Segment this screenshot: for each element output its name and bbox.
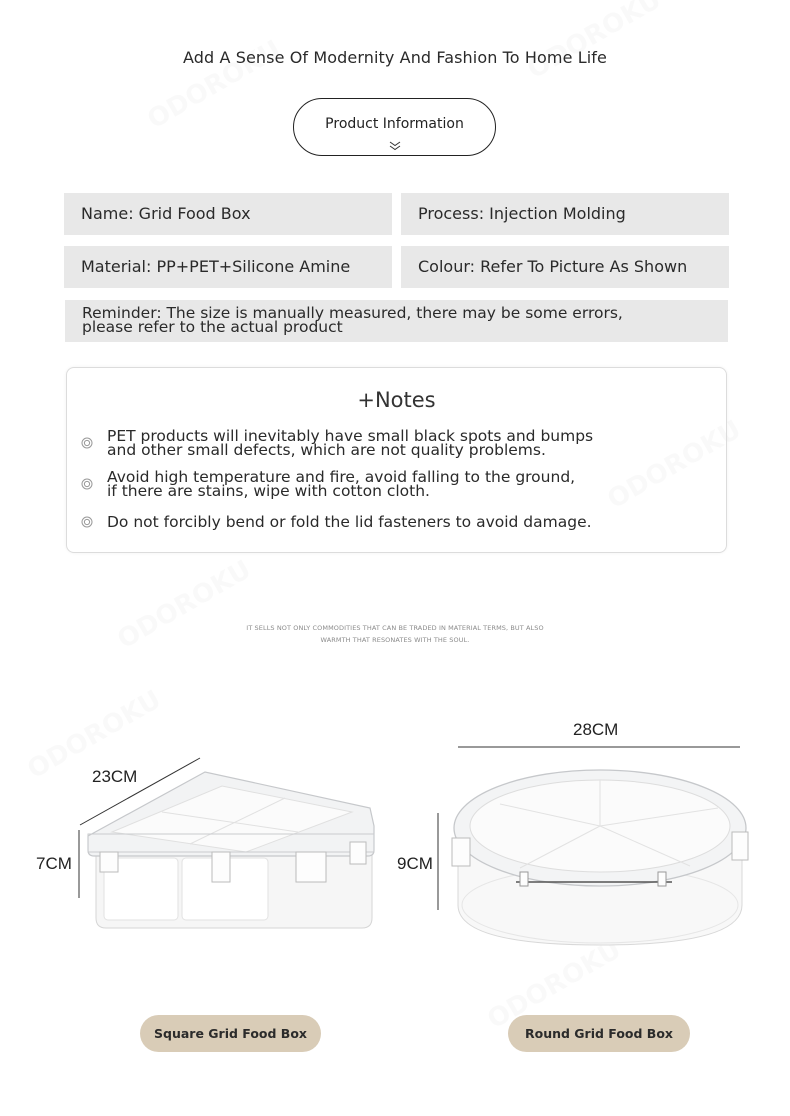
square-width-label: 23CM bbox=[92, 767, 138, 786]
slogan-line-1: IT SELLS NOT ONLY COMMODITIES THAT CAN BE TRADED IN MATERIAL TERMS, BUT ALSO bbox=[246, 624, 544, 632]
note-line-1: PET products will inevitably have small black spots and bumps bbox=[107, 427, 594, 445]
slogan-line-2: WARMTH THAT RESONATES WITH THE SOUL. bbox=[320, 636, 470, 644]
reminder-line-2: please refer to the actual product bbox=[82, 318, 343, 336]
square-box-label: Square Grid Food Box bbox=[140, 1015, 321, 1052]
round-height-label: 9CM bbox=[397, 854, 433, 873]
note-line-2: and other small defects, which are not quality problems. bbox=[107, 441, 546, 459]
notes-title: +Notes bbox=[357, 388, 436, 412]
info-material: Material: PP+PET+Silicone Amine bbox=[64, 246, 392, 288]
info-process: Process: Injection Molding bbox=[401, 193, 729, 235]
square-height-label: 7CM bbox=[36, 854, 72, 873]
round-box-label: Round Grid Food Box bbox=[508, 1015, 690, 1052]
product-information-label: Product Information bbox=[325, 116, 464, 132]
round-box-image bbox=[452, 770, 748, 945]
info-name: Name: Grid Food Box bbox=[64, 193, 392, 235]
note-line-1: Avoid high temperature and fire, avoid falling to the ground, bbox=[107, 468, 576, 486]
square-box-image bbox=[88, 772, 374, 928]
round-width-label: 28CM bbox=[573, 720, 619, 739]
tagline: Add A Sense Of Modernity And Fashion To Home Life bbox=[183, 48, 607, 67]
note-line-2: if there are stains, wipe with cotton cloth. bbox=[107, 482, 430, 500]
note-line-1: Do not forcibly bend or fold the lid fasteners to avoid damage. bbox=[107, 513, 592, 531]
info-colour: Colour: Refer To Picture As Shown bbox=[401, 246, 729, 288]
reminder-line-1: Reminder: The size is manually measured, there may be some errors, bbox=[82, 304, 623, 322]
